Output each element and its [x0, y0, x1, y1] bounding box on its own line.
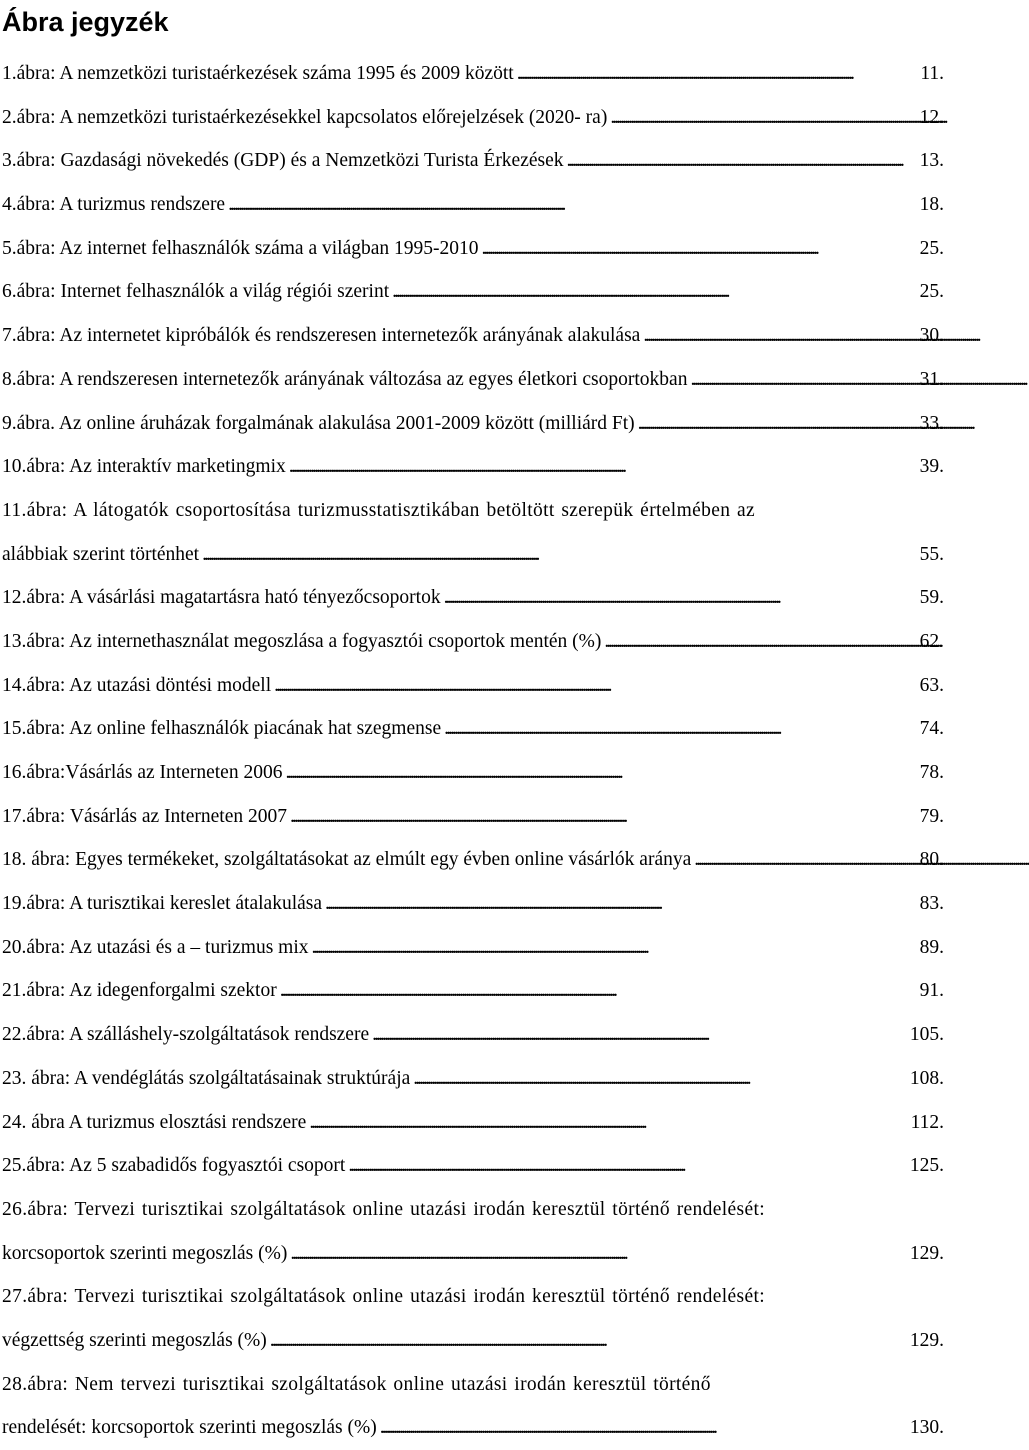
figure-entry-title: 23. ábra: A vendéglátás szolgáltatásainak struktúrája [2, 1067, 411, 1089]
dot-leader [640, 314, 917, 358]
figure-entry-page-number: 30. [919, 325, 944, 347]
figure-entry-title: 22.ábra: A szálláshely-szolgáltatások rendszere [2, 1024, 370, 1046]
dot-leader [322, 882, 918, 926]
dot-leader [410, 1057, 908, 1101]
figure-entry[interactable] [2, 620, 944, 664]
figure-entry-title: 9.ábra. Az online áruházak forgalmának alakulása 2001-2009 között (milliárd Ft) [2, 412, 635, 434]
figure-entry-title: 10.ábra: Az interaktív marketingmix [2, 456, 286, 478]
dot-leader [287, 795, 918, 839]
dot-leader [389, 270, 918, 314]
figure-entry-title: 25.ábra: Az 5 szabadidős fogyasztói csoport [2, 1155, 346, 1177]
figure-entry[interactable] [2, 969, 944, 1013]
figure-entry-page-number: 125. [909, 1155, 944, 1177]
figure-entry[interactable] [2, 838, 944, 882]
dot-leader [635, 402, 918, 446]
figure-entry-title: 13.ábra: Az internethasználat megoszlása a fogyasztói csoportok mentén (%) [2, 630, 602, 652]
figure-entry-page-number: 18. [919, 194, 944, 216]
figure-entry-page-number: 78. [919, 762, 944, 783]
figure-entry-title: 12.ábra: A vásárlási magatartásra ható tényezőcsoportok [2, 587, 441, 609]
figure-entry-title: alábbiak szerint történhet [2, 543, 200, 565]
figure-entry[interactable] [2, 52, 944, 96]
figure-entry[interactable] [2, 1101, 944, 1145]
figure-entry-title: 24. ábra A turizmus elosztási rendszere [2, 1111, 307, 1133]
dot-leader [277, 969, 918, 1013]
figure-entry[interactable] [2, 664, 944, 708]
figure-entry[interactable] [2, 926, 944, 970]
figure-entry-page-number: 80. [919, 849, 944, 871]
figure-entry-page-number: 79. [919, 805, 944, 827]
figure-entry-page-number: 13. [919, 150, 944, 172]
figure-entry-title: 2.ábra: A nemzetközi turistaérkezésekkel kapcsolatos előrejelzések (2020- ra) [2, 106, 608, 128]
figure-entry-title: 16.ábra:Vásárlás az Interneten 2006 [2, 762, 283, 783]
figure-entry-page-number: 33. [919, 412, 944, 434]
figure-entry-title-line: 27.ábra: Tervezi turisztikai szolgáltatások online utazási irodán keresztül történő rendelését: [2, 1286, 766, 1308]
figure-entry[interactable] [2, 139, 944, 183]
figure-entry-page-number: 130. [909, 1417, 944, 1439]
figure-entry-page-number: 112. [910, 1111, 944, 1133]
dot-leader [309, 926, 918, 970]
figure-entry-page-number: 83. [919, 893, 944, 915]
figure-entry-page-number: 55. [919, 543, 944, 565]
figure-entry-page-number: 63. [919, 674, 944, 696]
dot-leader [225, 183, 918, 227]
figure-entry-title-line: 26.ábra: Tervezi turisztikai szolgáltatások online utazási irodán keresztül történő rendelését: [2, 1198, 766, 1220]
figure-entry-page-number: 129. [909, 1329, 944, 1351]
figure-entry-title: 14.ábra: Az utazási döntési modell [2, 674, 272, 696]
figure-entry-page-number: 25. [919, 237, 944, 259]
figure-entry-title: 15.ábra: Az online felhasználók piacának hat szegmense [2, 718, 442, 740]
figure-entry-title: 18. ábra: Egyes termékeket, szolgáltatásokat az elmúlt egy évben online vásárlók aránya [2, 849, 692, 871]
figure-entry[interactable] [2, 270, 944, 314]
figure-entry[interactable] [2, 1013, 944, 1057]
figure-entry-title: 8.ábra: A rendszeresen internetezők arányának változása az egyes életkori csoportokban [2, 368, 688, 390]
dot-leader [287, 1232, 907, 1276]
figure-entry-title: 1.ábra: A nemzetközi turistaérkezések száma 1995 és 2009 között [2, 63, 514, 84]
dot-leader [369, 1013, 908, 1057]
figure-entry[interactable] [2, 1188, 944, 1275]
figure-entry[interactable] [2, 489, 944, 576]
figure-list [2, 52, 944, 1450]
dot-leader [607, 96, 917, 140]
dot-leader [267, 1319, 908, 1363]
figure-entry-page-number: 91. [919, 980, 944, 1002]
figure-entry-title: 21.ábra: Az idegenforgalmi szektor [2, 980, 277, 1002]
dot-leader [564, 139, 918, 183]
dot-leader [377, 1406, 908, 1450]
dot-leader [687, 358, 917, 402]
figure-entry[interactable] [2, 358, 944, 402]
dot-leader [345, 1144, 908, 1188]
figure-entry-page-number: 12. [919, 106, 944, 128]
dot-leader [441, 576, 918, 620]
figure-entry-title: 6.ábra: Internet felhasználók a világ régiói szerint [2, 281, 390, 303]
figure-entry-title-line: 28.ábra: Nem tervezi turisztikai szolgáltatások online utazási irodán keresztül történő [2, 1373, 711, 1395]
figure-entry[interactable] [2, 1275, 944, 1362]
figure-entry-title: végzettség szerinti megoszlás (%) [2, 1329, 267, 1351]
dot-leader [691, 838, 917, 882]
figure-entry-title: 3.ábra: Gazdasági növekedés (GDP) és a Nemzetközi Turista Érkezések [2, 150, 564, 172]
figure-entry-title: 20.ábra: Az utazási és a – turizmus mix [2, 936, 309, 958]
dot-leader [306, 1101, 908, 1145]
figure-entry-page-number: 31. [919, 368, 944, 390]
figure-entry[interactable] [2, 882, 944, 926]
figure-entry-title: 5.ábra: Az internet felhasználók száma a világban 1995-2010 [2, 237, 479, 259]
dot-leader [286, 445, 918, 489]
figure-entry-page-number: 89. [919, 936, 944, 958]
dot-leader [601, 620, 917, 664]
figure-entry-title: 7.ábra: Az internetet kipróbálók és rendszeresen internetezők arányának alakulása [2, 325, 641, 347]
figure-entry[interactable] [2, 445, 944, 489]
figure-entry[interactable] [2, 402, 944, 446]
figure-entry-page-number: 11. [920, 63, 944, 84]
dot-leader [199, 533, 918, 577]
figure-entry[interactable] [2, 795, 944, 839]
figure-entry-page-number: 59. [919, 587, 944, 609]
figure-entry[interactable] [2, 314, 944, 358]
figure-entry-page-number: 25. [919, 281, 944, 303]
dot-leader [441, 707, 918, 751]
figure-entry[interactable] [2, 227, 944, 271]
figure-entry-page-number: 108. [909, 1067, 944, 1089]
figure-entry[interactable] [2, 751, 944, 795]
figure-entry-page-number: 74. [919, 718, 944, 740]
figure-entry-title: rendelését: korcsoportok szerinti megoszlás (%) [2, 1417, 377, 1439]
figure-entry-page-number: 129. [909, 1242, 944, 1264]
dot-leader [271, 664, 917, 708]
figure-entry[interactable] [2, 183, 944, 227]
figure-entry[interactable] [2, 96, 944, 140]
figure-entry-title: 19.ábra: A turisztikai kereslet átalakulása [2, 893, 323, 915]
figure-entry-title: 4.ábra: A turizmus rendszere [2, 194, 226, 216]
figure-entry[interactable] [2, 1057, 944, 1101]
figure-entry-title: 17.ábra: Vásárlás az Interneten 2007 [2, 805, 287, 827]
page-title: Ábra jegyzék [2, 7, 169, 37]
figure-entry-page-number: 105. [909, 1024, 944, 1046]
dot-leader [479, 227, 918, 271]
figure-entry[interactable] [2, 707, 944, 751]
figure-entry-page-number: 39. [919, 456, 944, 478]
figure-entry[interactable] [2, 576, 944, 620]
figure-entry-title-line: 11.ábra: A látogatók csoportosítása turizmusstatisztikában betöltött szerepük értelmében az [2, 499, 756, 521]
figure-entry[interactable] [2, 1363, 944, 1450]
dot-leader [282, 751, 917, 795]
figure-entry-title: korcsoportok szerinti megoszlás (%) [2, 1242, 288, 1264]
figure-entry-page-number: 62. [919, 630, 944, 652]
figure-entry[interactable] [2, 1144, 944, 1188]
dot-leader [514, 52, 919, 96]
